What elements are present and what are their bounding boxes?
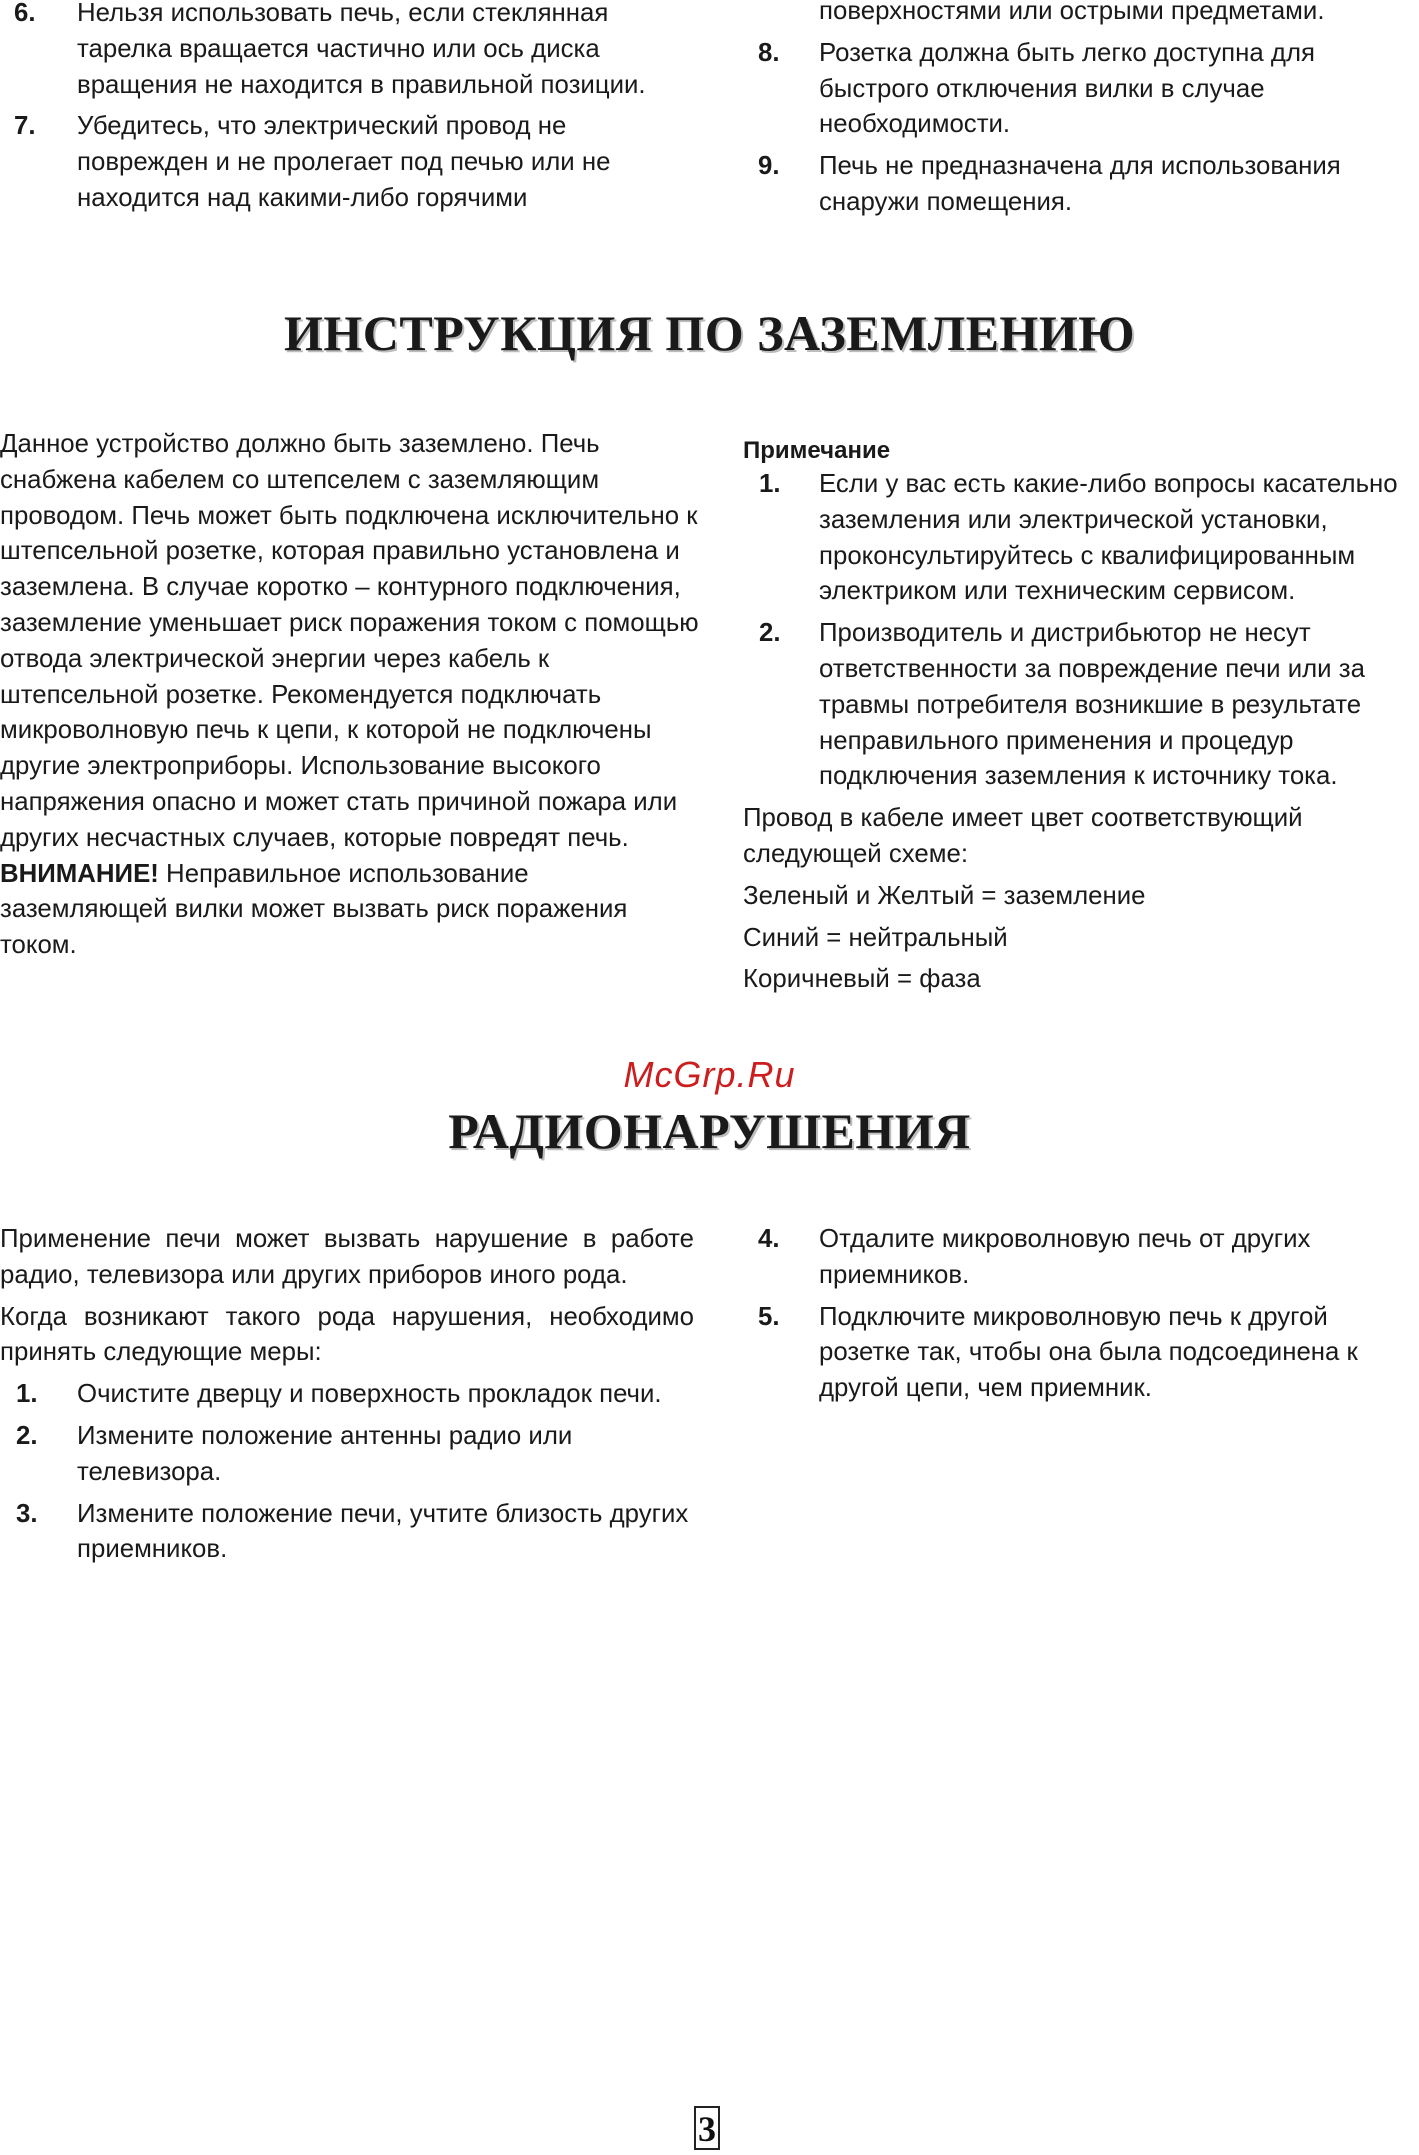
wire-color: Коричневый = фаза [743,965,981,994]
item-text: Печь не предназначена для использования снаружи помещения. [819,152,1341,216]
item-text: Измените положение антенны радио или телевизора. [77,1421,573,1486]
radio-paragraph: Применение печи может вызвать нарушение в работе радио, телевизора или других приборов иного рода. [0,1225,694,1289]
item-text: Производитель и дистрибьютор не несут ответственности за повреждение печи или за травмы потребителя возникшие в результате неправильного применения и процедур подключения заземления к источнику тока. [819,619,1365,791]
list-item [0,1497,694,1569]
item-number: 3. [16,1499,38,1528]
item-text: Если у вас есть какие-либо вопросы касательно заземления или электрической установки, проконсультируйтесь с квалифицированным электриком или техническим сервисом. [819,470,1398,606]
item-number: 4. [758,1225,780,1253]
note-title: Примечание [743,437,891,464]
item-number: 1. [759,470,781,498]
item-text: Подключите микроволновую печь к другой розетке так, чтобы она была подсоединена к другой цепи, чем приемник. [819,1302,1358,1403]
wire-intro: Провод в кабеле имеет цвет соответствующий следующей схеме: [743,804,1303,868]
grounding-title: ИНСТРУКЦИЯ ПО ЗАЗЕМЛЕНИЮ [283,305,1136,361]
radio-right [743,1222,1419,1413]
item-number: 1. [16,1380,38,1409]
item-number: 2. [16,1421,38,1450]
item-text: Убедитесь, что электрический провод не поврежден и не пролегает под печью или не находится над какими-либо горячими [77,112,611,212]
list-item [0,1419,694,1491]
continuation-text: поверхностями или острыми предметами. [819,0,1325,25]
watermark: McGrp.Ru [623,1054,796,1095]
grounding-body [0,427,700,964]
item-number: 5. [758,1302,780,1331]
list-item [0,0,700,103]
wire-color: Зеленый и Желтый = заземление [743,881,1146,910]
item-text: Нельзя использовать печь, если стеклянная тарелка вращается частично или ось диска вращения не находится в правильной позиции. [77,0,646,99]
page-number: 3 [694,2106,720,2150]
item-text: Очистите дверцу и поверхность прокладок печи. [77,1380,662,1409]
radio-paragraph: Когда возникают такого рода нарушения, необходимо принять следующие меры: [0,1302,694,1367]
list-item [743,149,1419,221]
wire-color: Синий = нейтральный [743,923,1008,952]
item-text: Розетка должна быть легко доступна для быстрого отключения вилки в случае необходимости. [819,38,1315,139]
top-right-list [743,0,1419,227]
item-text: Отдалите микроволновую печь от других приемников. [819,1225,1311,1289]
grounding-paragraph: Данное устройство должно быть заземлено. Печь снабжена кабелем со штепселем с заземляющим проводом. Печь может быть подключена исключительно к штепсельной розетке, которая правильно установлена и заземлена. В случае коротко – контурного подключения, заземление уменьшает риск поражения током с помощью отвода электрической энергии через кабель к штепсельной розетке. Рекомендуется подключать микроволновую печь к цепи, к которой не подключены другие электроприборы. Использование высокого напряжения опасно и может стать причиной пожара или других несчастных случаев, которые повредят печь. [0,430,699,852]
item-number: 2. [759,619,781,648]
list-item [743,467,1419,610]
item-number: 6. [14,0,36,27]
top-left-list [0,0,700,223]
radio-title: РАДИОНАРУШЕНИЯ [448,1103,971,1159]
radio-left [0,1222,694,1574]
list-item [743,1300,1419,1407]
item-number: 9. [758,152,780,181]
grounding-note [743,435,1419,998]
list-item [743,36,1419,143]
list-item [0,1377,694,1413]
warning-paragraph [0,857,700,964]
item-text: Измените положение печи, учтите близость других приемников. [77,1499,689,1564]
list-item [743,616,1419,795]
warning-label: ВНИМАНИЕ! [0,859,159,888]
warning-text: Неправильное использование заземляющей вилки может вызвать риск поражения током. [0,859,628,960]
list-item [743,1222,1419,1294]
list-item [0,109,700,216]
item-number: 7. [14,112,36,141]
item-number: 8. [758,38,780,67]
